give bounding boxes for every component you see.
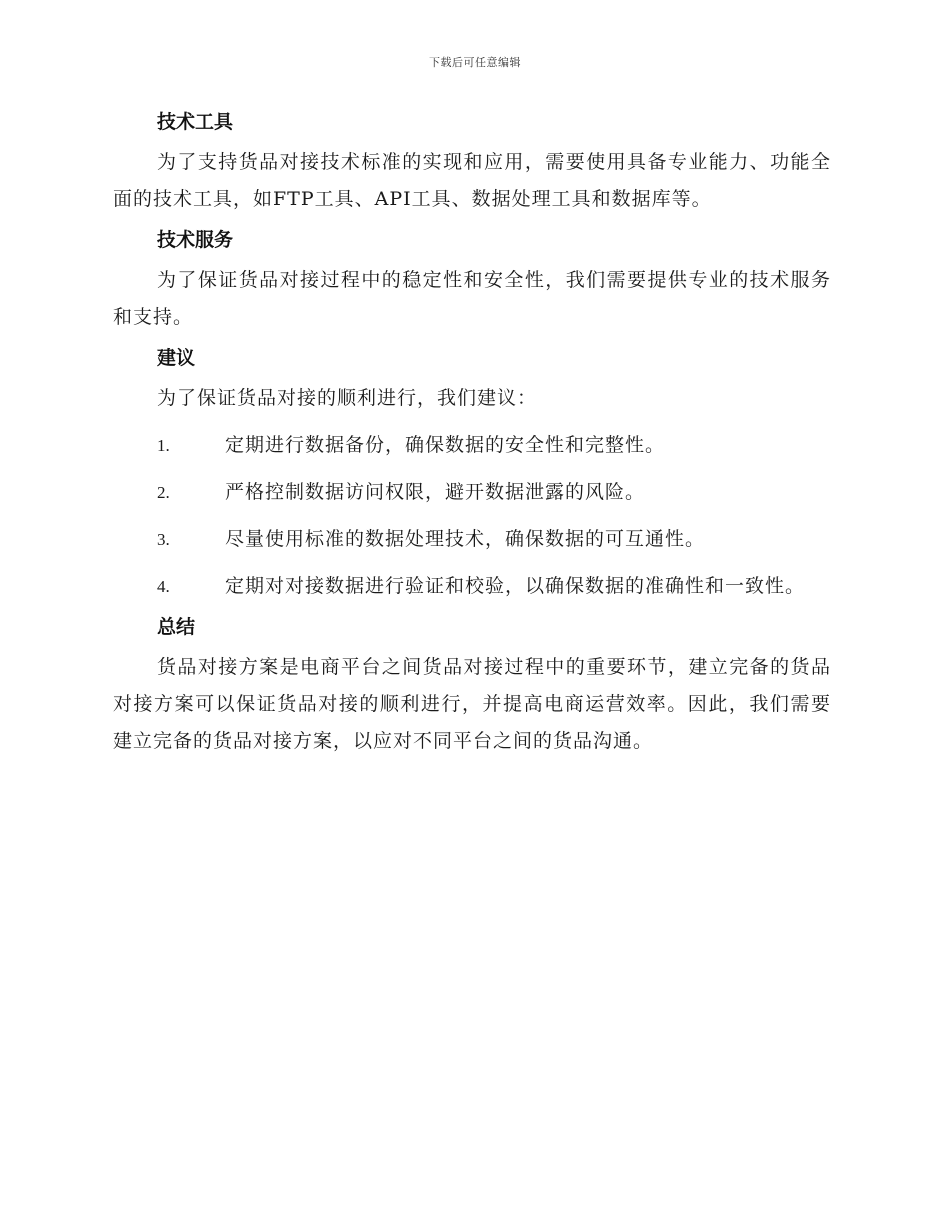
section-heading-suggestions: 建议 — [157, 347, 196, 369]
list-item-text: 定期对对接数据进行验证和校验，以确保数据的准确性和一致性。 — [225, 575, 806, 597]
section-body-service: 为了保证货品对接过程中的稳定性和安全性，我们需要提供专业的技术服务和支持。 — [113, 269, 831, 328]
list-item-number: 3. — [157, 530, 170, 549]
section-heading-summary: 总结 — [157, 616, 196, 638]
section-heading-service: 技术服务 — [157, 229, 234, 251]
document-body — [113, 110, 831, 760]
list-item — [113, 568, 831, 605]
page-header: 下载后可任意编辑 — [429, 56, 521, 69]
list-item — [113, 521, 831, 558]
list-item-number: 4. — [157, 577, 170, 596]
list-item — [113, 427, 831, 464]
list-item-text: 定期进行数据备份，确保数据的安全性和完整性。 — [225, 434, 666, 456]
section-body-summary: 货品对接方案是电商平台之间货品对接过程中的重要环节，建立完备的货品对接方案可以保证货品对接的顺利进行，并提高电商运营效率。因此，我们需要建立完备的货品对接方案，以应对不同平台之间的货品沟通。 — [113, 656, 831, 752]
list-item-number: 1. — [157, 436, 170, 455]
list-item — [113, 474, 831, 511]
section-heading-tools: 技术工具 — [157, 111, 234, 133]
section-body-tools: 为了支持货品对接技术标准的实现和应用，需要使用具备专业能力、功能全面的技术工具，如FTP工具、API工具、数据处理工具和数据库等。 — [113, 151, 831, 210]
list-item-text: 严格控制数据访问权限，避开数据泄露的风险。 — [225, 481, 646, 503]
suggestions-intro: 为了保证货品对接的顺利进行，我们建议： — [157, 387, 538, 409]
list-item-number: 2. — [157, 483, 170, 502]
list-item-text: 尽量使用标准的数据处理技术，确保数据的可互通性。 — [225, 528, 706, 550]
